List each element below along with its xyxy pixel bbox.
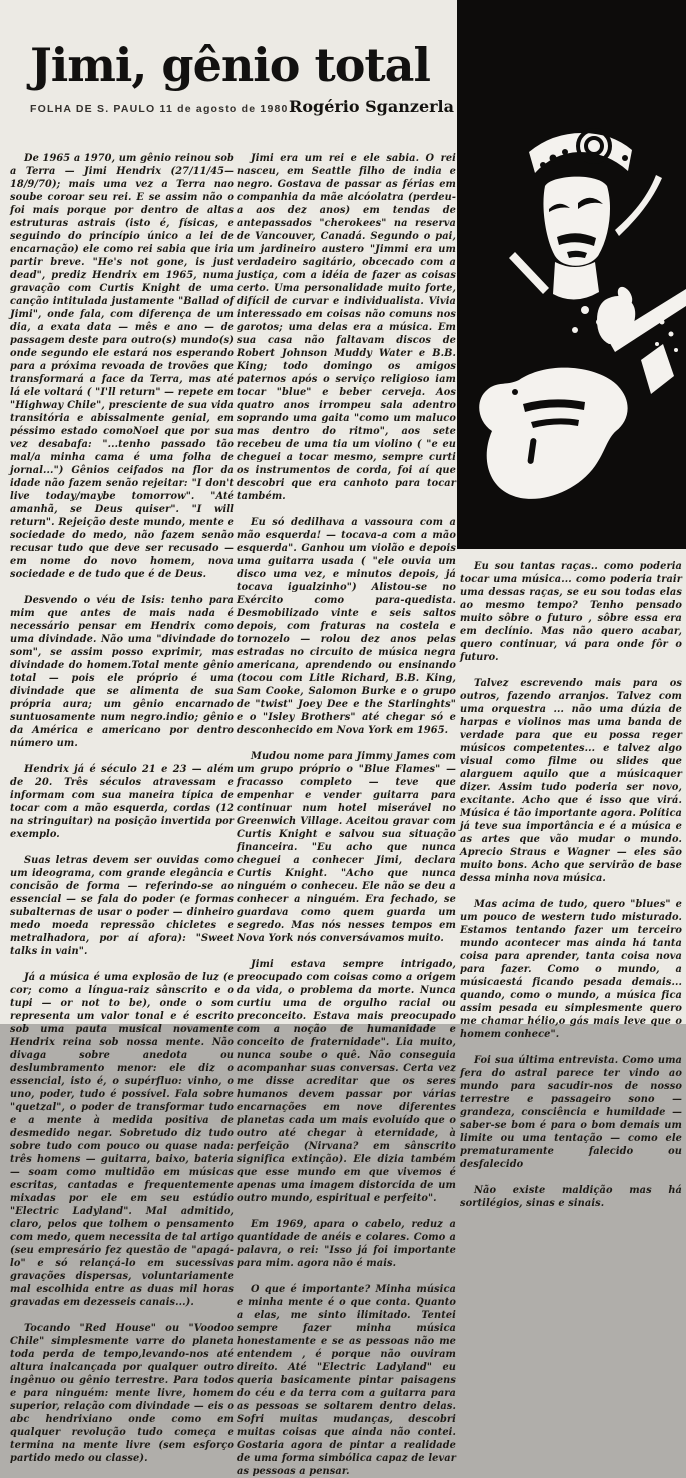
article-paragraph: Jimi estava sempre intrigado, preocupado com coisas como a origem da vida, o problema da morte. Nunca curtiu uma de orgulho racial ou preconceito. Estava mais preocupado com a noção de humanidade e conceito de fraternidade". Lia muito, nunca soube o quê. Não conseguia acompanhar suas conversas. Certa vez me disse acreditar que os seres humanos devem passar por várias encarnações em nove diferentes planetas cada um mais evoluído que o outro até chegar à eternidade, à perfeição (Nirvana? em sânscrito significa extinção). Ele dizia também que esse mundo em que vivemos é apenas uma imagem distorcida de um outro mundo, espiritual e perfeito".	[237, 959, 456, 1204]
article-paragraph: Mudou nome para Jimmy James com um grupo próprio o "Blue Flames" — fracasso completo — teve que empenhar e vender guitarra para continuar num hotel miserável no Greenwich Village. Aceitou gravar com Curtis Knight e salvou sua situação financeira. "Eu acho que nunca cheguei a conhecer Jimi, declara Curtis Knight. "Acho que nunca ninguém o conheceu. Ele não se deu a conhecer a ninguém. Era fechado, se guardava como quem guarda um segredo. Mas nós nesses tempos em Nova York nós conversávamos muito.	[237, 751, 456, 944]
article-paragraph: Mas acima de tudo, quero "blues" e um pouco de western tudo misturado. Estamos tentando fazer um terceiro mundo acontecer mas ainda há tanta coisa para aprender, tanta coisa nova para fazer. Como o mundo, a músicaestá ficando pesada demais... quando, como o mundo, a música fica assim pesada eu simplesmente quero me chamar hélio,o gás mais leve que o homem conhece".	[460, 899, 682, 1040]
article-paragraph: Desvendo o véu de Isis: tenho para mim que antes de mais nada é necessário pensar em Hendrix como uma divindade. Não uma "divindade do som", se assim posso exprimir, mas divindade do homem.Total mente gênio total — pois ele próprio é uma divindade que se alimenta de sua própria aura; um gênio encarnado suntuosamente num negro.indio; gênio da América e americano por dentro número um.	[10, 595, 234, 749]
hendrix-photo-art	[457, 0, 686, 549]
masthead	[30, 40, 454, 116]
article-paragraph: Eu só dedilhava a vassoura com a mão esquerda! — tocava-a com a mão esquerda". Ganhou um violão e depois uma guitarra usada ( "ele ouvia um disco uma vez, e minutos depois, já tocava igualzinho") Alistou-se no Exército como para-quedista. Desmobilizado vinte e seis saltos depois, com fraturas na costela e tornozelo — rolou dez anos pelas estradas no circuito de música negra americana, aprendendo ou ensinando (tocou com Litle Richard, B.B. King, Sam Cooke, Salomon Burke e o grupo de "twist" Joey Dee e the Starlinghts" e o "Isley Brothers" até chegar só e desconhecido em Nova York em 1965.	[237, 517, 456, 736]
page-title: Jimi, gênio total	[30, 38, 430, 92]
article-paragraph: Tocando "Red House" ou "Voodoo Chile" simplesmente varre do planeta toda perda de tempo,levando-nos até altura inalcançada por qualquer outro ingênuo ou gênio terrestre. Para todos e para ninguém: mente livre, homem superior, relação com divindade — eis o abc hendrixiano onde como em qualquer revolução tudo começa e termina na mente livre (sem esforço partido medo ou classe).	[10, 1323, 234, 1464]
article-paragraph: Foi sua última entrevista. Como uma fera do astral parece ter vindo ao mundo para sacudir-nos de nosso terrestre e passageiro sono — grandeza, consciência e humildade — saber-se bom é para o bom demais um limite ou uma tentação — como ele prematuramente falecido ou desfalecido	[460, 1055, 682, 1170]
article-paragraph: Já a música é uma explosão de luz (e cor; como a língua-raiz sânscrito e o tupi — or not to be), onde o som representa um valor tonal e é escrito sob uma pauta musical novamente Hendrix reina sob nossa mente. Não divaga sobre anedota ou deslumbramento menor: ele diz o essencial, isto é, o supérfluo: vinho, o uno, poder, tudo é possível. Fala sobre "quetzal", o poder de transformar tudo e a mente à medida positiva de desmedido negar. Sobretudo diz tudo sobre tudo com pouco ou quase nada: três homens — guitarra, baixo, bateria — soam como multidão em músicas escritas, cantadas e frequentemente mixadas por ele em seu estúdio "Electric Ladyland". Mal admitido, claro, pelos que tolhem o pensamento com medo, quem necessita de tal artigo (seu empresário fez questão de "apagá-lo" e só relançá-lo em sucessivas gravações dispersas, voluntariamente mal escolhida entre as duas mil horas gravadas em dezesseis canais...).	[10, 972, 234, 1308]
article-paragraph: Não existe maldição mas há sortilégios, sinas e sinais.	[460, 1185, 682, 1209]
article-paragraph: De 1965 a 1970, um gênio reinou sob a Terra — Jimi Hendrix (27/11/45—18/9/70); mais uma vez a Terra nao soube coroar seu rei. E se assim não o foi mais porque por dentro de altas estruturas astrais (isto é, físicas, e seguindo do princípio único a lei de encarnação) ele como rei sabia que iria partir breve. "He's not gone, is just dead", prediz Hendrix em 1965, numa gravação com Curtis Knight de uma canção intitulada justamente "Ballad of Jimi", onde fala, com diferença de um dia, a exata data — mês e ano — de passagem deste para outro(s) mundo(s) onde segundo ele estará nos esperando para a próxima revoada de trovões que transformará a face da Terra, mas até lá ele voltará ( "I'll return" — repete em "Highway Chile", presciente de sua vida transitória e abissalmente genial, em péssimo estado comoNoel que por sua vez desabafa: "...tenho passado tão mal/a minha cama é uma folha de jornal...") Gênios ceifados na flor da idade não fazem senão rejeitar: "I don't live today/maybe tomorrow". "Até amanhã, se Deus quiser". "I will return". Rejeição deste mundo, mente e sociedade do medo, não fazem senão recusar tudo que deve ser recusado — em nome do novo homem, nova sociedade e de tudo que é de Deus.	[10, 153, 234, 580]
article-paragraph: Suas letras devem ser ouvidas como um ideograma, com grande elegância e concisão de forma — referindo-se ao essencial — se fala do poder (e formas subalternas de usar o poder — dinheiro medo moeda repressão chicletes e metralhadora, por aí afora): "Sweet talks in vain".	[10, 855, 234, 957]
masthead-row	[30, 97, 454, 116]
article-paragraph: Talvez escrevendo mais para os outros, fazendo arranjos. Talvez com uma orquestra ... não uma dúzia de harpas e violinos mas uma banda de verdade para que eu possa reger músicos competentes... e talvez algo visual como filme ou slides que alarguem aquilo que a músicaquer dizer. Assim tudo poderia ser novo, excitante. Acho que é isso que virá. Música é tão importante agora. Política já teve sua importância e é a música e as artes que vão mudar o mundo. Aprecio Straus e Wagner — eles são muito bons. Acho que servirão de base dessa minha nova música.	[460, 678, 682, 884]
article-paragraph: Eu sou tantas raças.. como poderia tocar uma música... como poderia trair uma dessas raças, se eu sou todas elas ao mesmo tempo? Tenho pensado muito sôbre o futuro , sôbre essa era em declínio. Mas não quero acabar, quero continuar, vá para onde fôr o futuro.	[460, 561, 682, 663]
article-paragraph: Jimi era um rei e ele sabia. O rei nasceu, em Seattle filho de india e negro. Gostava de passar as férias em companhia da mãe alcóolatra (perdeu-a aos dez anos) em tendas de antepassados "cherokees" na reserva de Vancouver, Canadá. Segundo o pai, um jardineiro austero "Jimmi era um verdadeiro sagitário, obcecado com a justiça, com a idéia de fazer as coisas certo. Uma personalidade muito forte, difícil de curvar e individualista. Vivia interessado em coisas não comuns nos garotos; uma delas era a música. Em sua casa não faltavam discos de Robert Johnson Muddy Water e B.B. King; todo domingo os amigos paternos após o serviço religioso iam tocar "blue" e beber cerveja. Aos quatro anos irrompeu sala adentro soprando uma gaita "como um maluco mas dentro do ritmo", aos sete recebeu de uma tia um violino ( "e eu cheguei a tocar mesmo, sempre curti os instrumentos de corda, foi aí que descobri que era canhoto para tocar também.	[237, 153, 456, 502]
publication-dateline: FOLHA DE S. PAULO 11 de agosto de 1980	[30, 102, 289, 115]
chest-highlight	[553, 262, 599, 300]
article-paragraph: Em 1969, apara o cabelo, reduz a quantidade de anéis e colares. Como a palavra, o rei: "Isso já foi importante para mim. agora não é mais.	[237, 1219, 456, 1269]
article-column-2	[237, 152, 456, 1477]
article-paragraph: Hendrix já é século 21 e 23 — além de 20. Três séculos atravessam e informam com sua maneira típica de tocar com a mão esquerda, cordas (12 na stringuitar) na posição invertida por exemplo.	[10, 764, 234, 840]
article-column-1	[10, 152, 234, 1464]
byline: Rogério Sganzerla	[289, 96, 454, 116]
jimi-hendrix-photo	[457, 0, 686, 549]
article-column-3	[460, 560, 682, 1209]
article-paragraph: O que é importante? Minha música e minha mente é o que conta. Quanto a elas, me sinto ilimitado. Tentei sempre fazer minha música honestamente e se as pessoas não me entendem , é porque não ouviram direito. Até "Electric Ladyland" eu queria basicamente pintar paisagens do céu e da terra com a guitarra para as pessoas se soltarem dentro delas. Sofri muitas mudanças, descobri muitas coisas que ainda não contei. Gostaria agora de pintar a realidade de uma forma simbólica capaz de levar as pessoas a pensar.	[237, 1284, 456, 1477]
